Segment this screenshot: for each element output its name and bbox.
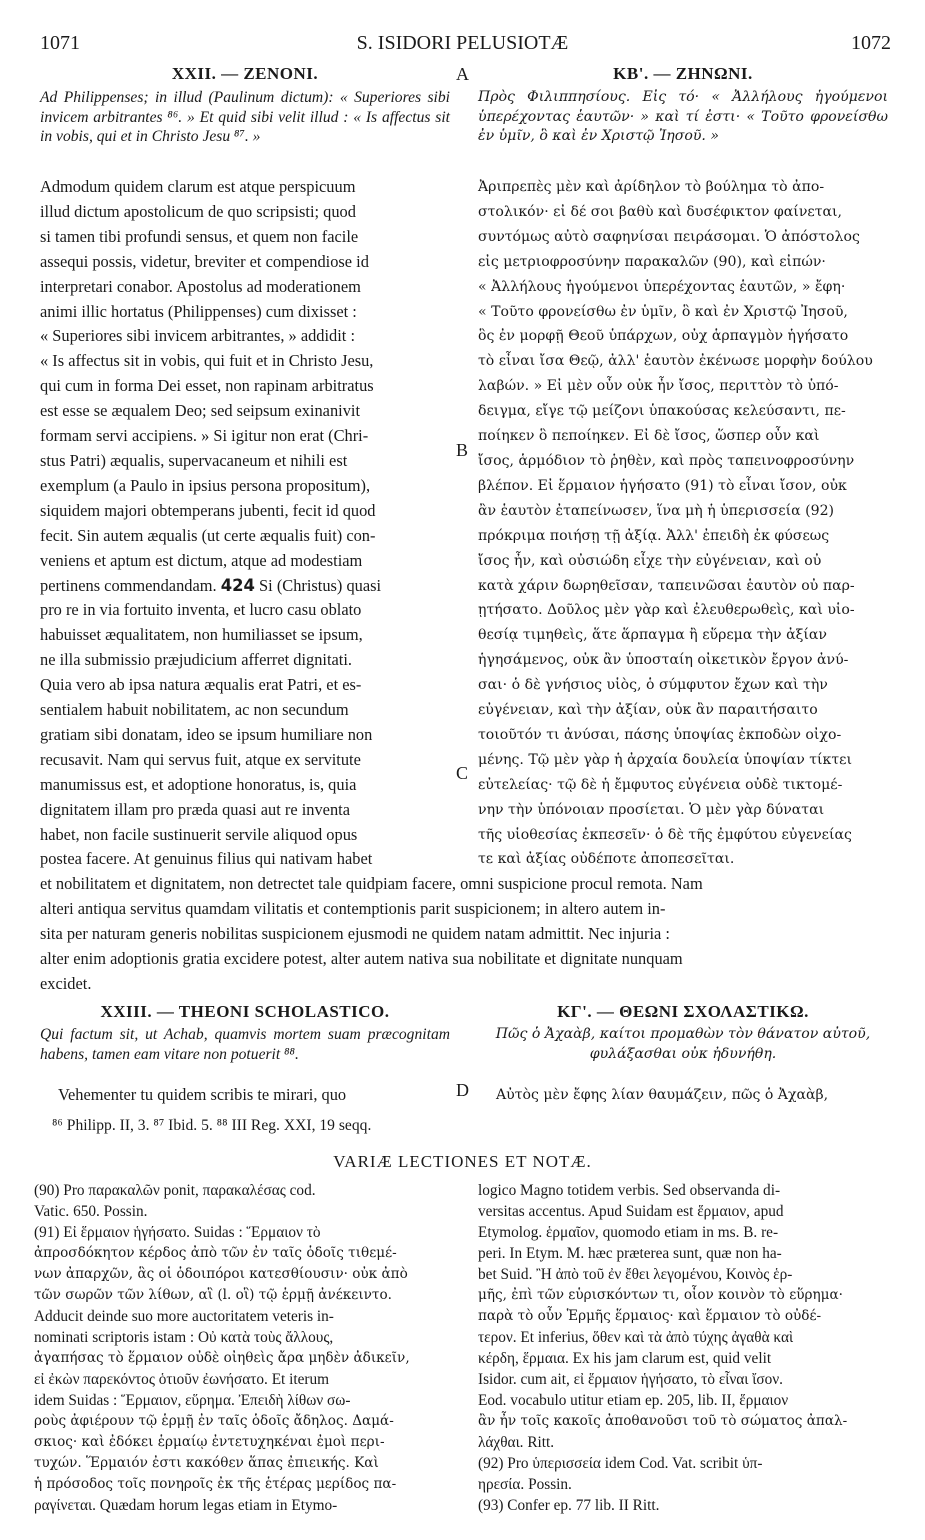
page-number-right: 1072 bbox=[851, 32, 891, 54]
full-line: excidet. bbox=[40, 973, 92, 993]
note-line: (90) Pro παρακαλῶν ponit, παρακαλέσας cod. bbox=[34, 1182, 316, 1199]
latin-line: siquidem majori obtemperans jubenti, fecit id quod bbox=[40, 500, 376, 520]
latin-line: formam servi accipiens. » Si igitur non erat (Chri- bbox=[40, 426, 369, 446]
greek-line: στολικόν· εἰ δέ σοι βαθὺ καὶ δυσέφικτον φαίνεται, bbox=[478, 203, 843, 220]
note-line: ἡ πρόσοδος τοῖς πονηροῖς ἐκ τῆς ἑτέρας μερίδος πα- bbox=[34, 1476, 397, 1492]
latin-heading-23: XXIII. — THEONI SCHOLASTICO. bbox=[100, 1002, 390, 1021]
latin-line: « Superiores sibi invicem arbitrantes, » addidit : bbox=[40, 326, 355, 346]
margin-letter-c: C bbox=[456, 763, 469, 783]
greek-line: βλέπον. Εἰ ἕρμαιον ἡγήσατο (91) τὸ εἶναι ἴσον, οὐκ bbox=[478, 477, 847, 494]
latin-line: postea facere. At genuinus filius qui nativam habet bbox=[40, 849, 373, 869]
latin-first-line-23: Vehementer tu quidem scribis te mirari, quo bbox=[58, 1085, 347, 1104]
note-line: nominati scriptoris istam : Οὐ κατὰ τοὺς ἄλλους, bbox=[34, 1329, 334, 1346]
note-line: (93) Confer ep. 77 lib. II Ritt. bbox=[478, 1497, 660, 1514]
greek-line: ῃτήσατο. Δοῦλος μὲν γὰρ καὶ ἐλευθερωθεὶς, καὶ υἱο- bbox=[478, 602, 855, 619]
greek-line: μένης. Τῷ μὲν γὰρ ἡ ἀρχαία δουλεία ὑποψίαν τίκτει bbox=[478, 751, 852, 768]
note-line: ἂν ἦν τοῖς κακοῖς ἀποθανοῦσι τοῦ τὸ σώματος ἀπαλ- bbox=[478, 1413, 848, 1429]
greek-line: εὐτελείας· τῷ δὲ ἡ ἔμφυτος εὐγένεια οὐδὲ τικτομέ- bbox=[478, 776, 843, 793]
note-line: Eod. vocabulo utitur etiam ep. 205, lib. II, ἕρμαιον bbox=[478, 1392, 789, 1409]
greek-line: ἴσος ἦν, καὶ οὐσιώδη εἶχε τὴν εὐγένειαν, καὶ οὐ bbox=[478, 552, 822, 569]
greek-line: Ἀριπρεπὲς μὲν καὶ ἀρίδηλον τὸ βούλημα τὸ ἀπο- bbox=[478, 179, 825, 195]
full-line: et nobilitatem et dignitatem, non detrectet tale quidpiam facere, omni suspicione procul remota. Nam bbox=[40, 874, 703, 893]
greek-line: τὸ εἶναι ἴσα Θεῷ, ἀλλ' ἑαυτὸν ἐκένωσε μορφὴν δούλου bbox=[478, 353, 873, 370]
greek-line: θεσίᾳ τιμηθεὶς, ἅτε ἅρπαγμα ἢ εὕρεμα τὴν ἀξίαν bbox=[478, 627, 827, 644]
latin-line: veniens et aptum est dictum, atque ad modestiam bbox=[40, 550, 363, 570]
greek-line: εὐγένειαν, καὶ τὴν ἀξίαν, οὐκ ἂν παραιτήσαιτο bbox=[478, 702, 818, 719]
note-line: peri. In Etym. M. hæc præterea sunt, quæ non ha- bbox=[478, 1245, 782, 1262]
greek-line: τοιοῦτόν τι ἀνύσαι, πάσης ὑποψίας ἐκποδὼν οἰχο- bbox=[478, 726, 842, 743]
full-line: alter enim adoptionis gratia excidere potest, alter autem nativa sua nobilitate et dignitate nunquam bbox=[40, 948, 683, 968]
notes-left-column bbox=[34, 1180, 450, 1516]
greek-line: τῆς υἱοθεσίας ἐκπεσεῖν· ὁ δὲ τῆς ἐμφύτου εὐγενείας bbox=[478, 826, 852, 843]
margin-letter-a: A bbox=[456, 64, 469, 84]
greek-line: ἂν ἑαυτὸν ἐταπείνωσεν, ἵνα μὴ ἡ ὑπερισσεία (92) bbox=[478, 502, 835, 519]
greek-line: εἰς μετριοφροσύνην παρακαλῶν (90), καὶ εἰπών· bbox=[478, 253, 826, 270]
note-line: ραγίνεται. Quædam horum legas etiam in Etymo- bbox=[34, 1497, 338, 1514]
latin-argument-22: Ad Philippenses; in illud (Paulinum dictum): « Superiores sibi invicem arbitrantes ⁸⁶. » Et quid sibi velit illud : « Is affectus sit in vobis, qui et in Christo Jesu ⁸⁷. » bbox=[40, 89, 450, 145]
latin-line: manumissus est, et adoptione honoratus, is, quia bbox=[40, 774, 357, 794]
latin-line: fecit. Sin autem æqualis (ut certe æqualis fuit) con- bbox=[40, 525, 376, 545]
note-line: Vatic. 650. Possin. bbox=[34, 1203, 148, 1220]
note-line: Isidor. cum ait, εἰ ἕρμαιον ἡγήσατο, τὸ εἶναι ἴσον. bbox=[478, 1371, 783, 1388]
note-line: τῶν σωρῶν τῶν λίθων, αἳ (l. οἳ) τῷ ἑρμῇ ἀνέκειντο. bbox=[34, 1287, 392, 1303]
full-line: alteri antiqua servitus quamdam vilitatis et contemptionis parit suspicionem; in altero autem in- bbox=[40, 898, 666, 918]
latin-line: Admodum quidem clarum est atque perspicuum bbox=[40, 177, 356, 196]
latin-line: habuisset æqualitatem, non humiliasset se ipsum, bbox=[40, 625, 363, 645]
note-line: Adducit deinde suo more auctoritatem veteris in- bbox=[34, 1308, 334, 1325]
latin-line: assequi possis, videtur, breviter et compendiose id bbox=[40, 251, 369, 271]
latin-body-22 bbox=[40, 175, 450, 872]
greek-line: συντόμως αὐτὸ σαφηνίσαι πειράσομαι. Ὁ ἀπόστολος bbox=[478, 228, 860, 245]
latin-line: recusavit. Nam qui servus fuit, atque ex servitute bbox=[40, 749, 361, 769]
note-line: κέρδη, ἕρμαια. Ex his jam clarum est, quid velit bbox=[478, 1350, 772, 1367]
note-line: σκιος· καὶ ἐδόκει ἑρμαίῳ ἐντετυχηκέναι ἐμοὶ περι- bbox=[34, 1434, 385, 1450]
note-line: ἀγαπήσας τὸ ἕρμαιον οὐδὲ οἰηθεὶς ἄρα μηδὲν ἀδικεῖν, bbox=[34, 1350, 410, 1366]
notes-right-column bbox=[478, 1180, 890, 1516]
latin-line: qui cum in forma Dei esset, non rapinam arbitratus bbox=[40, 376, 374, 396]
greek-line: σαι· ὁ δὲ γνήσιος υἱὸς, ὁ σύμφυτον ἔχων καὶ τὴν bbox=[478, 677, 828, 694]
note-line: νων ἀπαρχῶν, ἃς οἱ ὁδοιπόροι κατεσθίουσιν· οὐκ ἀπὸ bbox=[34, 1266, 408, 1282]
latin-line-tail: Si (Christus) quasi bbox=[259, 575, 382, 595]
note-line: ροὺς ἀφιέρουν τῷ ἑρμῇ ἐν ταῖς ὁδοῖς ἄδηλος. Δαμά- bbox=[34, 1413, 394, 1429]
latin-line: si tamen tibi profundi sensus, et quem non facile bbox=[40, 226, 359, 246]
greek-line: νην τὴν ὑπόνοιαν προσίεται. Ὁ μὲν γὰρ δύναται bbox=[478, 801, 825, 818]
note-line: bet Suid. Ἢ ἀπὸ τοῦ ἐν ἔθει λεγομένου, Κοινὸς ἑρ- bbox=[478, 1266, 793, 1283]
latin-heading-22: XXII. — ZENONI. bbox=[171, 64, 319, 83]
latin-line: stus Patri) æqualis, supervacaneum et nihili est bbox=[40, 450, 348, 470]
greek-line: ὃς ἐν μορφῇ Θεοῦ ὑπάρχων, οὐχ ἁρπαγμὸν ἡγήσατο bbox=[478, 328, 849, 345]
greek-body-22 bbox=[478, 175, 888, 872]
notes-heading: VARIÆ LECTIONES ET NOTÆ. bbox=[333, 1152, 592, 1171]
note-line: τερον. Et inferius, ὅθεν καὶ τὰ ἀπὸ τύχης ἀγαθὰ καὶ bbox=[478, 1329, 794, 1346]
greek-line: τε καὶ ἀξίας οὐδέποτε ἀποπεσεῖται. bbox=[478, 851, 735, 868]
note-line: versitas accentus. Apud Suidam est ἕρμαιον, apud bbox=[478, 1203, 784, 1220]
greek-line: ἴσος, ἁρμόδιον τὸ ῥηθὲν, καὶ πρὸς ταπεινοφροσύνην bbox=[478, 452, 855, 469]
greek-first-line-23: Αὐτὸς μὲν ἔφης λίαν θαυμάζειν, πῶς ὁ Ἀχαὰβ, bbox=[496, 1087, 829, 1103]
latin-line: pro re in via fortuito inventa, et lucro casu oblato bbox=[40, 600, 362, 620]
greek-line: « Ἀλλήλους ἡγούμενοι ὑπερέχοντας ἑαυτῶν, » ἔφη· bbox=[478, 278, 846, 295]
greek-line: ἡγησάμενος, οὐκ ἂν ὑποσταίη οἰκετικὸν ἔργον ἀνύ- bbox=[478, 652, 849, 669]
greek-heading-23: ΚΓ'. — ΘΕΩΝΙ ΣΧΟΛΑΣΤΙΚΩ. bbox=[557, 1002, 809, 1021]
note-line: παρὰ τὸ οὖν Ἑρμῆς ἕρμαιος· καὶ ἕρμαιον τὸ οὐδέ- bbox=[478, 1308, 822, 1324]
greek-line: πρόκριμα ποιήσῃ τῇ ἀξίᾳ. Ἀλλ' ἐπειδὴ ἐκ φύσεως bbox=[478, 527, 830, 544]
latin-line: dignitatem illam pro præda quasi aut re inventa bbox=[40, 799, 350, 819]
greek-line: δειγμα, εἴγε τῷ μείζονι ὑπακούσας κελεύσαντι, πε- bbox=[478, 403, 846, 420]
note-line: τυχών. Ἕρμαιόν ἐστι κακόθεν ἅπας ἐπιεικής. Καὶ bbox=[34, 1455, 379, 1471]
margin-letter-b: B bbox=[456, 440, 469, 460]
latin-continuation bbox=[40, 872, 888, 997]
greek-line: « Τοῦτο φρονείσθω ἐν ὑμῖν, ὃ καὶ ἐν Χριστῷ Ἰησοῦ, bbox=[478, 303, 848, 320]
latin-line: « Is affectus sit in vobis, qui fuit et in Christo Jesu, bbox=[40, 351, 374, 371]
latin-line: ne illa submissio præjudicium afferret dignitati. bbox=[40, 650, 352, 670]
greek-line: κατὰ χάριν δωρηθεῖσαν, ταπεινῶσαι ἑαυτὸν οὐ παρ- bbox=[478, 577, 855, 594]
page-number-left: 1071 bbox=[40, 32, 80, 54]
latin-line: exemplum (a Paulo in ipsius persona propositum), bbox=[40, 475, 371, 495]
scripture-footnotes: ⁸⁶ Philipp. II, 3. ⁸⁷ Ibid. 5. ⁸⁸ III Reg. XXI, 19 seqq. bbox=[52, 1117, 372, 1134]
running-title: S. ISIDORI PELUSIOTÆ bbox=[356, 32, 569, 54]
latin-argument-23: Qui factum sit, ut Achab, quamvis mortem suam præcognitam habens, tamen eam vitare non potuerit ⁸⁸. bbox=[40, 1026, 450, 1063]
note-line: μῆς, ἐπὶ τῶν εὑρισκόντων τι, οἷον κοινὸν τὸ εὕρημα· bbox=[478, 1287, 843, 1303]
latin-line: illud dictum apostolicum de quo scripsisti; quod bbox=[40, 201, 356, 221]
latin-line: habet, non facile sustinuerit servile aliquod opus bbox=[40, 824, 358, 844]
note-line: logico Magno totidem verbis. Sed observanda di- bbox=[478, 1182, 781, 1199]
note-line: (91) Εἰ ἕρμαιον ἡγήσατο. Suidas : Ἕρμαιον τὸ bbox=[34, 1224, 321, 1241]
latin-line-with-pnum bbox=[40, 574, 450, 599]
latin-line: pertinens commendandam. bbox=[40, 575, 217, 595]
greek-line: λαβών. » Εἰ μὲν οὖν οὐκ ἦν ἴσος, περιττὸν τὸ ὑπό- bbox=[478, 378, 839, 395]
note-line: ηρεσία. Possin. bbox=[478, 1476, 572, 1493]
full-line: sita per naturam generis nobilitas suspicionem ejusmodi ne quidem natam admittit. Nec injuria : bbox=[40, 923, 670, 943]
greek-line: ποίηκεν ὃ πεποίηκεν. Εἰ δὲ ἴσος, ὥσπερ οὖν καὶ bbox=[478, 428, 820, 445]
latin-line: gratiam sibi donatam, ideo se ipsum humiliare non bbox=[40, 724, 373, 744]
latin-line: est esse se æqualem Deo; sed seipsum exinanivit bbox=[40, 401, 361, 421]
greek-argument-23: Πῶς ὁ Ἀχαὰβ, καίτοι προμαθὼν τὸν θάνατον αὐτοῦ, φυλάξασθαι οὐκ ἠδυνήθη. bbox=[495, 1026, 871, 1062]
greek-argument-22: Πρὸς Φιλιππησίους. Εἰς τό· « Ἀλλήλους ἡγούμενοι ὑπερέχοντας ἑαυτῶν· » καὶ τί ἐστι· « Τοῦτο φρονείσθω ἐν ὑμῖν, ὃ καὶ ἐν Χριστῷ Ἰησοῦ. » bbox=[478, 89, 888, 144]
migne-page-marker: 424 bbox=[220, 575, 255, 595]
latin-line: Quia vero ab ipsa natura æqualis erat Patri, et es- bbox=[40, 675, 362, 695]
note-line: εἰ ἐκὼν παρεκόντος ὁτιοῦν ἐωνήσατο. Et iterum bbox=[34, 1371, 330, 1388]
latin-line: animi illic hortatus (Philippenses) cum dixisset : bbox=[40, 301, 357, 321]
note-line: Etymolog. ἑρμαῖον, quomodo etiam in ms. B. re- bbox=[478, 1224, 779, 1241]
greek-heading-22: ΚΒ'. — ΖΗΝΩΝΙ. bbox=[613, 64, 753, 83]
latin-line: interpretari conabor. Apostolus ad moderationem bbox=[40, 276, 361, 296]
note-line: idem Suidas : Ἕρμαιον, εὕρημα. Ἐπειδὴ λίθων σω- bbox=[34, 1392, 351, 1409]
note-line: λάχθαι. Ritt. bbox=[478, 1434, 555, 1451]
margin-letter-d: D bbox=[456, 1080, 469, 1100]
note-line: (92) Pro ὑπερισσεία idem Cod. Vat. scribit ὑπ- bbox=[478, 1455, 763, 1472]
note-line: ἀπροσδόκητον κέρδος ἀπὸ τῶν ἐν ταῖς ὁδοῖς τιθεμέ- bbox=[34, 1245, 397, 1261]
latin-line: sentialem habuit nobilitatem, ac non secundum bbox=[40, 700, 349, 720]
